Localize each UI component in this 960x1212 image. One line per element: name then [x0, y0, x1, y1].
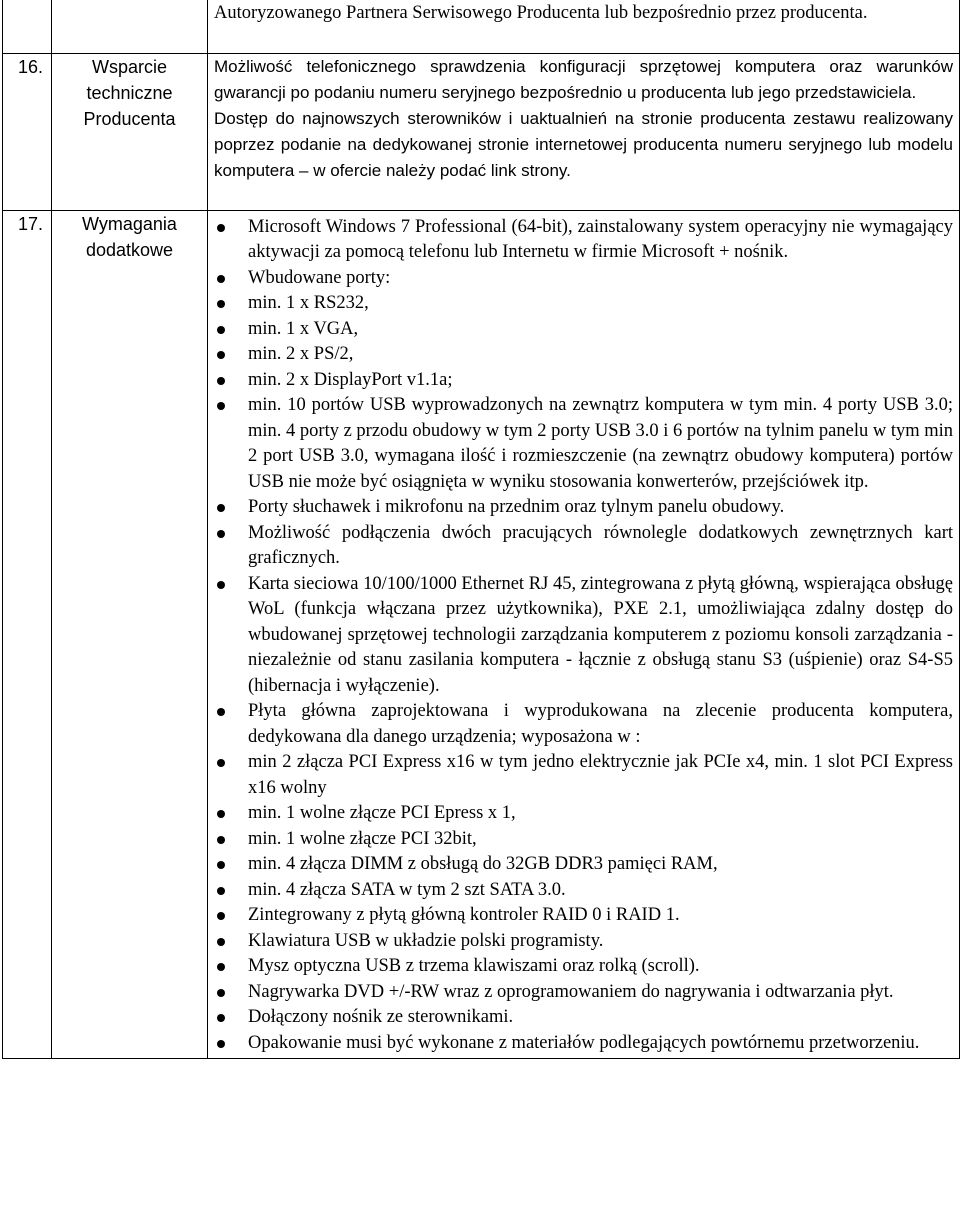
bullet-icon — [217, 810, 225, 818]
row-number: 16. — [17, 56, 43, 77]
row-label: Wymagania dodatkowe — [82, 213, 177, 260]
row-label-cell — [52, 210, 208, 1059]
bullet-icon — [217, 912, 225, 920]
bullet-icon — [217, 963, 225, 971]
list-item: Klawiatura USB w układzie polski programisty. — [208, 929, 953, 955]
row-body-cell — [208, 210, 960, 1059]
bullet-icon — [217, 402, 225, 410]
bullet-icon — [217, 759, 225, 767]
bullet-icon — [217, 861, 225, 869]
list-item: min. 2 x DisplayPort v1.1a; — [208, 368, 953, 394]
list-item: min. 10 portów USB wyprowadzonych na zewnątrz komputera w tym min. 4 porty USB 3.0; min. 4 porty z przodu obudowy w tym 2 porty USB 3.0 i 6 portów na tylnim panelu w tym min 2 port USB 3.0, wymagana ilość i rozmieszczenie (na zewnątrz obudowy komputera) portów USB nie może być osiągnięta w wyniku stosowania konwerterów, przejściówek itp. — [208, 393, 953, 495]
row-body-cell — [208, 53, 960, 210]
list-item: Porty słuchawek i mikrofonu na przednim oraz tylnym panelu obudowy. — [208, 495, 953, 521]
paragraph: Dostęp do najnowszych sterowników i uaktualnień na stronie producenta zestawu realizowany poprzez podanie na dedykowanej stronie internetowej producenta numeru seryjnego lub modelu komputera – w ofercie należy podać link strony. — [214, 108, 953, 180]
bullet-icon — [217, 530, 225, 538]
table-row-17 — [3, 210, 960, 1059]
bullet-icon — [217, 938, 225, 946]
list-item: Dołączony nośnik ze sterownikami. — [208, 1005, 953, 1031]
list-item: min. 1 x VGA, — [208, 317, 953, 343]
row-label: Wsparcie techniczne Producenta — [83, 56, 176, 129]
bullet-icon — [217, 351, 225, 359]
bullet-icon — [217, 1040, 225, 1048]
row-number: 17. — [17, 213, 43, 234]
list-item: Zintegrowany z płytą główną kontroler RAID 0 i RAID 1. — [208, 903, 953, 929]
bullet-icon — [217, 224, 225, 232]
row-label-cell — [52, 0, 208, 53]
bullet-icon — [217, 504, 225, 512]
bullet-icon — [217, 326, 225, 334]
bullet-icon — [217, 377, 225, 385]
table-row-16 — [3, 53, 960, 210]
bullet-icon — [217, 275, 225, 283]
specification-table — [2, 0, 960, 1059]
list-item: min. 1 x RS232, — [208, 291, 953, 317]
bullet-icon — [217, 300, 225, 308]
list-item: Karta sieciowa 10/100/1000 Ethernet RJ 45, zintegrowana z płytą główną, wspierająca obsługę WoL (funkcja włączana przez użytkownika), PXE 2.1, umożliwiająca zdalny dostęp do wbudowanej sprzętowej technologii zarządzania komputerem z poziomu konsoli zarządzania - niezależnie od stanu zasilania komputera - łącznie z obsługą stanu S3 (uśpienie) oraz S4-S5 (hibernacja i wyłączenie). — [208, 572, 953, 700]
row-number-cell — [3, 53, 52, 210]
list-item: Możliwość podłączenia dwóch pracujących równolegle dodatkowych zewnętrznych kart graficznych. — [208, 521, 953, 572]
bullet-icon — [217, 989, 225, 997]
list-item: min. 1 wolne złącze PCI 32bit, — [208, 827, 953, 853]
row-number-cell — [3, 0, 52, 53]
paragraph: Autoryzowanego Partnera Serwisowego Producenta lub bezpośrednio przez producenta. — [214, 3, 868, 23]
bullet-icon — [217, 708, 225, 716]
bullet-icon — [217, 887, 225, 895]
list-item: Mysz optyczna USB z trzema klawiszami oraz rolką (scroll). — [208, 954, 953, 980]
bullet-icon — [217, 836, 225, 844]
table-row-continuation — [3, 0, 960, 53]
list-item: Opakowanie musi być wykonane z materiałów podlegających powtórnemu przetworzeniu. — [208, 1031, 953, 1057]
row-label-cell — [52, 53, 208, 210]
list-item: Płyta główna zaprojektowana i wyprodukowana na zlecenie producenta komputera, dedykowana dla danego urządzenia; wyposażona w : — [208, 699, 953, 750]
list-item: Wbudowane porty: — [208, 266, 953, 292]
list-item: Nagrywarka DVD +/-RW wraz z oprogramowaniem do nagrywania i odtwarzania płyt. — [208, 980, 953, 1006]
list-item: min 2 złącza PCI Express x16 w tym jedno elektrycznie jak PCIe x4, min. 1 slot PCI Express x16 wolny — [208, 750, 953, 801]
row-number-cell — [3, 210, 52, 1059]
list-item: min. 4 złącza SATA w tym 2 szt SATA 3.0. — [208, 878, 953, 904]
bullet-icon — [217, 581, 225, 589]
paragraph: Możliwość telefonicznego sprawdzenia konfiguracji sprzętowej komputera oraz warunków gwarancji po podaniu numeru seryjnego bezpośrednio u producenta lub jego przedstawiciela. — [214, 56, 953, 102]
list-item: min. 1 wolne złącze PCI Epress x 1, — [208, 801, 953, 827]
list-item: Microsoft Windows 7 Professional (64-bit), zainstalowany system operacyjny nie wymagający aktywacji za pomocą telefonu lub Internetu w firmie Microsoft + nośnik. — [208, 215, 953, 266]
row-body-cell — [208, 0, 960, 53]
list-item: min. 2 x PS/2, — [208, 342, 953, 368]
requirements-list — [208, 211, 959, 1059]
list-item: min. 4 złącza DIMM z obsługą do 32GB DDR3 pamięci RAM, — [208, 852, 953, 878]
bullet-icon — [217, 1014, 225, 1022]
